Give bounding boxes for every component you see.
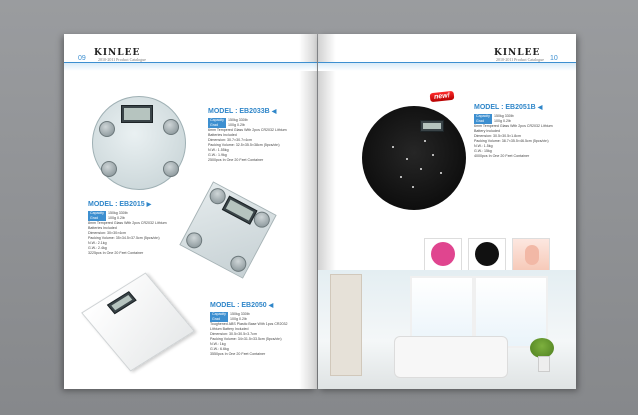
bookshelf xyxy=(330,274,362,376)
arrow-left-icon: ◀ xyxy=(537,105,543,111)
scale-foot xyxy=(183,230,205,252)
sparkle xyxy=(420,168,422,170)
new-badge: new! xyxy=(430,91,455,102)
sparkle xyxy=(392,146,394,148)
white-sofa xyxy=(394,336,508,378)
person-photo xyxy=(525,245,539,265)
catalog-title: 2010-2011 Product Catalogue xyxy=(98,57,146,62)
pink-scale-icon xyxy=(431,242,455,266)
scale-display xyxy=(420,120,444,132)
sparkle xyxy=(406,158,408,160)
model-title: MODEL : EB2051B ◀ xyxy=(474,104,543,111)
scale-display xyxy=(107,291,137,314)
sparkle xyxy=(424,140,426,142)
scale-display xyxy=(121,105,153,123)
page-gutter-shadow xyxy=(299,34,317,389)
scale-foot xyxy=(163,119,179,135)
page-number: 10 xyxy=(550,55,558,62)
spec-block: Capacity 150kg 330lb Grad 100g 0.2lb Toughened ABS Plastic Base With 1pcs CR2032 Lithium Battery Included Dimension: 30.5×30.5×3.7cm Packing Volume: 34×31.5×33.5cm (5pcs/ctn) N.W.: 1kg G.W.: 6.6kg 3550pcs In One 20 Feet Container xyxy=(210,312,288,356)
scale-display xyxy=(222,196,258,225)
brand-logo: KINLEE xyxy=(494,48,541,58)
model-title: MODEL : EB2033B ◀ xyxy=(208,108,277,115)
model-title: MODEL : EB2015 ▶ xyxy=(88,201,152,208)
brand-logo: KINLEE xyxy=(94,48,141,58)
round-glass-scale-image xyxy=(92,96,186,190)
black-scale-icon xyxy=(475,242,499,266)
black-round-scale-image xyxy=(362,106,466,210)
living-room-photo xyxy=(318,270,576,389)
header-band xyxy=(64,63,317,71)
catalog-title: 2010-2011 Product Catalogue xyxy=(496,57,544,62)
spec-block: Capacity 150kg 330lb Grad 100g 0.2lb 6mm Tempered Glass With 2pcs CR2032 Lithium Battery Included Dimension: 30.5×30.5×1.8cm Packing Volume: 38.7×35.5×46.5cm (5pcs/ctn) N.W.: 1.5kg G.W.: 15kg 4000pcs In One 20 Feet Container xyxy=(474,114,553,158)
model-title: MODEL : EB2050 ◀ xyxy=(210,302,274,309)
spec-block: Capacity 150kg 330lb Grad 100g 0.2lb 6mm Tempered Glass With 2pcs CR2032 Lithium Batteries Included Dimension: 30.7×30.7×4cm Packing Volume: 32.5×35.5×38cm (5pcs/ctn) N.W.: 1.55kg G.W.: 1.9kg 2500pcs In One 20 Feet Container xyxy=(208,118,287,162)
variant-thumbnail xyxy=(468,238,506,272)
potted-plant xyxy=(530,338,554,358)
left-page xyxy=(64,34,317,389)
scale-foot xyxy=(163,161,179,177)
scale-foot xyxy=(99,121,115,137)
sparkle xyxy=(440,172,442,174)
arrow-left-icon: ◀ xyxy=(268,303,274,309)
square-glass-scale-image xyxy=(179,181,276,278)
sparkle xyxy=(432,154,434,156)
variant-thumbnail xyxy=(512,238,550,272)
right-page xyxy=(318,34,576,389)
spec-block: Capacity 150kg 330lb Grad 100g 0.2lb 8mm Tempered Glass With 2pcs CR2032 Lithium Batteries Included Dimension: 30×30×4cm Packing Volume: 35×34.5×37.5cm (5pcs/ctn) N.W.: 2.1kg G.W.: 2.4kg 3225pcs In One 20 Feet Container xyxy=(88,211,167,255)
scale-foot xyxy=(228,253,250,275)
page-number: 09 xyxy=(78,55,86,62)
header-band xyxy=(318,63,576,71)
scale-foot xyxy=(101,161,117,177)
variant-thumbnail xyxy=(424,238,462,272)
plant-pot xyxy=(538,356,550,372)
white-plastic-scale-image xyxy=(81,272,195,371)
arrow-left-icon: ◀ xyxy=(271,109,277,115)
sparkle xyxy=(400,176,402,178)
arrow-right-icon: ▶ xyxy=(146,202,152,208)
sparkle xyxy=(412,186,414,188)
